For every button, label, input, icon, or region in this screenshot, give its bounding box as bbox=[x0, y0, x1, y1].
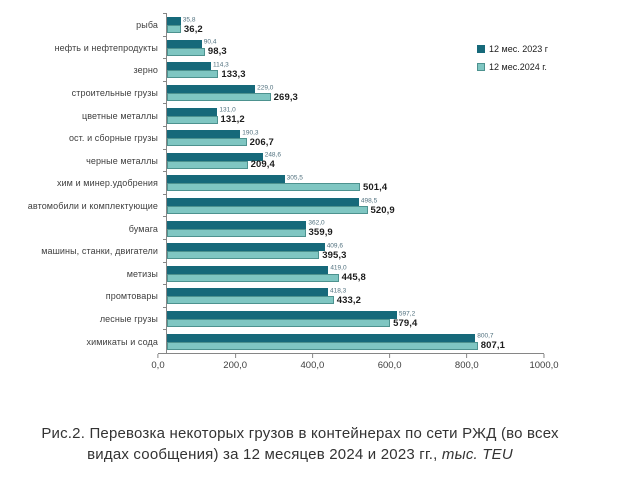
value-label-2024: 520,9 bbox=[370, 204, 395, 216]
bar-line bbox=[167, 319, 552, 327]
value-label-2024: 445,8 bbox=[341, 272, 366, 284]
x-tick-mark bbox=[158, 354, 159, 358]
chart-row bbox=[0, 195, 625, 218]
chart-row bbox=[0, 127, 625, 150]
bar-2024 bbox=[167, 206, 368, 214]
bar-2024 bbox=[167, 161, 248, 169]
value-label-2023: 190,3 bbox=[242, 129, 259, 137]
value-label-2024: 36,2 bbox=[183, 23, 203, 35]
value-label-2023: 35,8 bbox=[182, 16, 196, 24]
x-tick-label: 400,0 bbox=[300, 359, 325, 371]
bar-group bbox=[166, 308, 552, 331]
bar-group bbox=[166, 104, 552, 127]
x-tick-label: 0,0 bbox=[151, 359, 165, 371]
bar-2023 bbox=[167, 334, 475, 342]
x-tick bbox=[301, 354, 325, 371]
chart-row bbox=[0, 285, 625, 308]
bar-2024 bbox=[167, 138, 247, 146]
legend bbox=[477, 44, 548, 72]
bar-line bbox=[167, 198, 552, 206]
bar-group bbox=[166, 195, 552, 218]
legend-swatch bbox=[477, 63, 485, 71]
value-label-2024: 133,3 bbox=[221, 68, 246, 80]
caption-units: тыс. TEU bbox=[441, 445, 513, 463]
bar-group bbox=[166, 330, 552, 353]
bar-2024 bbox=[167, 229, 306, 237]
value-label-2023: 362,0 bbox=[308, 219, 325, 227]
bar-line bbox=[167, 311, 552, 319]
bar-line bbox=[167, 243, 552, 251]
value-label-2024: 269,3 bbox=[273, 91, 298, 103]
bar-group bbox=[166, 240, 552, 263]
bar-2024 bbox=[167, 70, 218, 78]
value-label-2023: 409,6 bbox=[326, 242, 343, 250]
x-axis bbox=[151, 353, 559, 376]
bar-2023 bbox=[167, 311, 397, 319]
x-tick-label: 600,0 bbox=[377, 359, 402, 371]
bar-2023 bbox=[167, 266, 328, 274]
bar-line bbox=[167, 25, 552, 33]
category-label: автомобили и комплектующие bbox=[27, 201, 158, 212]
bar-2023 bbox=[167, 85, 255, 93]
value-label-2023: 131,0 bbox=[219, 106, 236, 114]
legend-label: 12 мес.2024 г. bbox=[489, 62, 547, 72]
bar-2023 bbox=[167, 130, 240, 138]
bar-2023 bbox=[167, 288, 328, 296]
bar-group bbox=[166, 14, 552, 37]
category-label: нефть и нефтепродукты bbox=[54, 42, 158, 53]
chart-row bbox=[0, 240, 625, 263]
x-tick bbox=[151, 354, 164, 371]
category-label: лесные грузы bbox=[99, 314, 158, 325]
x-tick bbox=[455, 354, 479, 371]
value-label-2023: 597,2 bbox=[398, 310, 416, 318]
bar-line bbox=[167, 175, 552, 183]
bar-line bbox=[167, 342, 552, 350]
bar-line bbox=[167, 229, 552, 237]
value-label-2023: 305,5 bbox=[286, 174, 303, 182]
bar-2024 bbox=[167, 183, 360, 191]
category-label: рыба bbox=[136, 20, 158, 31]
caption-line1: Рис.2. Перевозка некоторых грузов в контейнерах по сети РЖД (во всех bbox=[41, 425, 559, 442]
value-label-2023: 229,0 bbox=[257, 84, 274, 92]
value-label-2024: 807,1 bbox=[480, 340, 505, 352]
chart-row bbox=[0, 330, 625, 353]
chart-row bbox=[0, 150, 625, 173]
bar-2024 bbox=[167, 116, 218, 124]
category-label: промтовары bbox=[105, 291, 158, 302]
category-label: хим и минер.удобрения bbox=[56, 178, 158, 189]
bar-group bbox=[166, 127, 552, 150]
bar-2023 bbox=[167, 153, 263, 161]
value-label-2023: 419,0 bbox=[330, 264, 347, 272]
x-tick-label: 1000,0 bbox=[529, 359, 559, 371]
x-tick-mark bbox=[544, 354, 545, 358]
bar-line bbox=[167, 183, 552, 191]
value-label-2024: 131,2 bbox=[220, 114, 245, 126]
chart-row bbox=[0, 308, 625, 331]
bar-2024 bbox=[167, 342, 478, 350]
bar-line bbox=[167, 130, 552, 138]
x-tick bbox=[378, 354, 402, 371]
value-label-2024: 206,7 bbox=[249, 136, 274, 148]
bar-2024 bbox=[167, 319, 390, 327]
bar-line bbox=[167, 138, 552, 146]
bar-2023 bbox=[167, 198, 359, 206]
bar-2024 bbox=[167, 93, 271, 101]
x-tick-mark bbox=[312, 354, 313, 358]
bar-2024 bbox=[167, 274, 339, 282]
bar-2024 bbox=[167, 251, 319, 259]
value-label-2023: 90,4 bbox=[203, 38, 217, 46]
chart-row bbox=[0, 14, 625, 37]
bar-2023 bbox=[167, 40, 202, 48]
value-label-2024: 501,4 bbox=[363, 181, 388, 193]
bar-group bbox=[166, 172, 552, 195]
bar-line bbox=[167, 206, 552, 214]
bar-line bbox=[167, 93, 552, 101]
x-tick bbox=[223, 354, 247, 371]
value-label-2024: 433,2 bbox=[336, 294, 362, 306]
bar-2023 bbox=[167, 221, 306, 229]
chart-row bbox=[0, 172, 625, 195]
legend-item bbox=[477, 44, 548, 54]
value-label-2023: 800,7 bbox=[477, 332, 494, 340]
bar-line bbox=[167, 221, 552, 229]
bar-line bbox=[167, 17, 552, 25]
value-label-2023: 418,3 bbox=[330, 287, 347, 295]
x-tick-mark bbox=[235, 354, 236, 358]
bar-2023 bbox=[167, 62, 211, 70]
bar-line bbox=[167, 161, 552, 169]
legend-swatch bbox=[477, 45, 485, 53]
category-label: зерно bbox=[133, 65, 158, 76]
value-label-2024: 359,9 bbox=[308, 227, 333, 239]
bar-group bbox=[166, 150, 552, 173]
bar-line bbox=[167, 116, 552, 124]
figure-caption bbox=[0, 424, 600, 465]
category-label: черные металлы bbox=[86, 155, 158, 166]
bar-line bbox=[167, 85, 552, 93]
bar-2023 bbox=[167, 175, 285, 183]
bar-2024 bbox=[167, 296, 334, 304]
bar-line bbox=[167, 274, 552, 282]
x-tick-label: 800,0 bbox=[454, 359, 479, 371]
bar-2023 bbox=[167, 243, 325, 251]
value-label-2024: 395,3 bbox=[322, 249, 347, 261]
bar-2023 bbox=[167, 17, 181, 25]
x-tick bbox=[529, 354, 558, 371]
value-label-2024: 579,4 bbox=[393, 317, 418, 329]
legend-item bbox=[477, 62, 548, 72]
value-label-2024: 98,3 bbox=[207, 46, 227, 58]
category-label: машины, станки, двигатели bbox=[41, 246, 158, 257]
category-label: ост. и сборные грузы bbox=[68, 133, 158, 144]
category-label: метизы bbox=[126, 268, 158, 279]
value-label-2023: 248,6 bbox=[264, 151, 281, 159]
category-label: строительные грузы bbox=[71, 88, 158, 99]
value-label-2023: 114,3 bbox=[213, 61, 229, 69]
chart-row bbox=[0, 82, 625, 105]
bar-line bbox=[167, 153, 552, 161]
value-label-2024: 209,4 bbox=[250, 159, 275, 171]
value-label-2023: 498,5 bbox=[360, 197, 378, 205]
legend-label: 12 мес. 2023 г bbox=[489, 44, 549, 54]
bar-group bbox=[166, 285, 552, 308]
x-tick-label: 200,0 bbox=[223, 359, 248, 371]
chart-row bbox=[0, 263, 625, 286]
category-label: цветные металлы bbox=[81, 110, 158, 121]
bar-2024 bbox=[167, 48, 205, 56]
caption-line2: видах сообщения) за 12 месяцев 2024 и 2023 гг., bbox=[87, 445, 442, 463]
bar-group bbox=[166, 82, 552, 105]
bar-line bbox=[167, 296, 552, 304]
chart-row bbox=[0, 217, 625, 240]
x-tick-mark bbox=[466, 354, 467, 358]
bar-group bbox=[166, 217, 552, 240]
x-tick-mark bbox=[389, 354, 390, 358]
chart-row bbox=[0, 104, 625, 127]
bar-group bbox=[166, 263, 552, 286]
bar-2023 bbox=[167, 108, 217, 116]
category-label: бумага bbox=[128, 223, 158, 234]
bar-line bbox=[167, 251, 552, 259]
category-label: химикаты и сода bbox=[86, 336, 158, 347]
bar-2024 bbox=[167, 25, 181, 33]
